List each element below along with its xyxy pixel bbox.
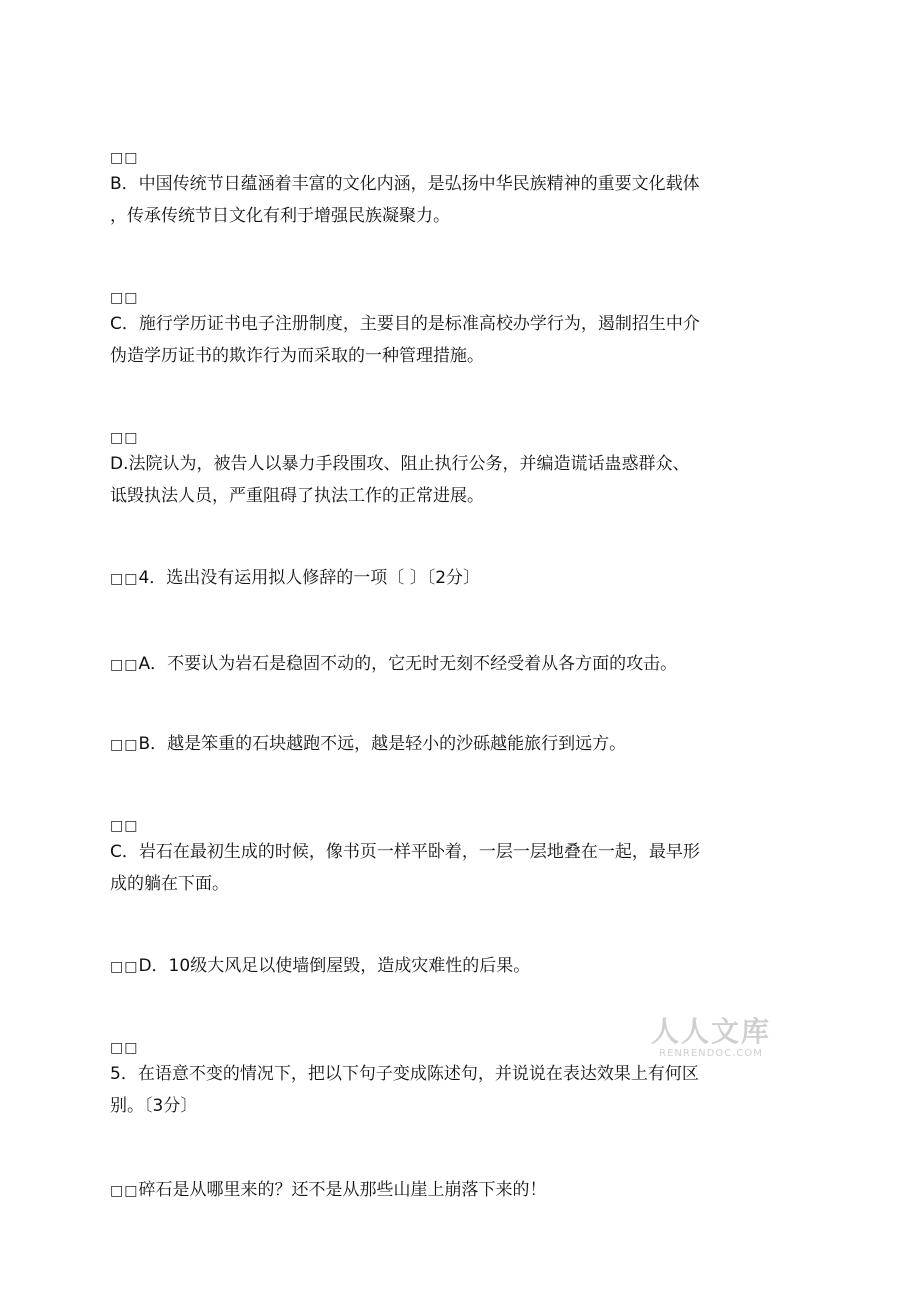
watermark-logo (646, 1016, 776, 1060)
marker-boxes: □□ (110, 737, 139, 753)
marker-boxes: □□ (110, 290, 139, 306)
question-4-option-d (110, 950, 810, 983)
marker-boxes: □□ (110, 818, 139, 834)
option-c-paragraph (110, 308, 810, 372)
marker-boxes: □□ (110, 430, 139, 446)
question-4-text: 4．选出没有运用拟人修辞的一项〔 〕〔2分〕 (138, 568, 481, 588)
option-d-text: D．10级大风足以使墙倒屋毁，造成灾难性的后果。 (138, 956, 531, 976)
question-4-option-a (110, 648, 810, 681)
marker-boxes: □□ (110, 150, 139, 166)
question-5-sentence (110, 1174, 810, 1207)
question-4-title (110, 562, 810, 595)
option-b-line-1: B．中国传统节日蕴涵着丰富的文化内涵，是弘扬中华民族精神的重要文化载体 (110, 174, 700, 194)
option-b-text: B．越是笨重的石块越跑不远，越是轻小的沙砾越能旅行到远方。 (138, 734, 627, 754)
question-5-line-1: 5．在语意不变的情况下，把以下句子变成陈述句，并说说在表达效果上有何区 (110, 1064, 699, 1084)
option-c-line-1: C．施行学历证书电子注册制度，主要目的是标准高校办学行为，遏制招生中介 (110, 314, 700, 334)
marker-boxes: □□ (110, 1040, 139, 1056)
watermark-logo-text: 人人文库 (650, 1015, 771, 1048)
marker-boxes: □□ (110, 1183, 139, 1199)
watermark-site-text: RENRENDOC.COM (659, 1048, 763, 1059)
option-b-paragraph (110, 168, 810, 232)
question-4-option-b (110, 728, 810, 761)
option-d-line-1: D.法院认为，被告人以暴力手段围攻、阻止执行公务，并编造谎话蛊惑群众、 (110, 454, 690, 474)
option-d-line-2: 诋毁执法人员，严重阻碍了执法工作的正常进展。 (110, 486, 484, 506)
option-c-text-line-1: C．岩石在最初生成的时候，像书页一样平卧着，一层一层地叠在一起，最早形 (110, 842, 700, 862)
marker-boxes: □□ (110, 571, 139, 587)
option-c-text-line-2: 成的躺在下面。 (110, 874, 229, 894)
option-b-line-2: ，传承传统节日文化有利于增强民族凝聚力。 (110, 206, 450, 226)
marker-boxes: □□ (110, 959, 139, 975)
sentence-text: 碎石是从哪里来的？还不是从那些山崖上崩落下来的！ (138, 1180, 547, 1200)
option-d-paragraph (110, 448, 810, 512)
option-a-text: A．不要认为岩石是稳固不动的，它无时无刻不经受着从各方面的攻击。 (138, 654, 678, 674)
question-4-option-c (110, 836, 810, 900)
marker-boxes: □□ (110, 657, 139, 673)
option-c-line-2: 伪造学历证书的欺诈行为而采取的一种管理措施。 (110, 346, 484, 366)
question-5-line-2: 别。〔3分〕 (110, 1096, 198, 1116)
question-5-paragraph (110, 1058, 810, 1122)
